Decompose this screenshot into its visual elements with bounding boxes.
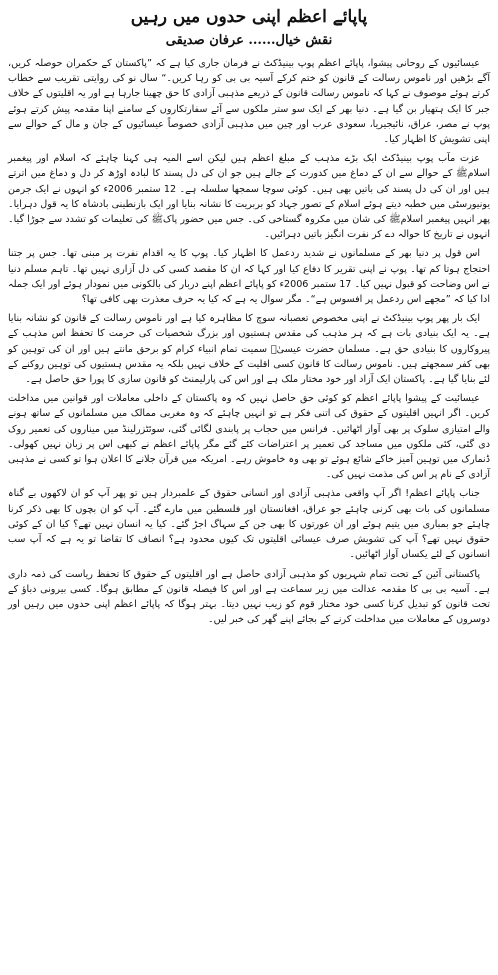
paragraph: پاکستانی آئین کے تحت تمام شہریوں کو مذہبی آزادی حاصل ہے اور اقلیتوں کے حقوق کا تحفظ ریاست کی ذمہ داری ہے۔ آسیہ بی بی کا مقدمہ عدالت میں زیر سماعت ہے اور اس کا فیصلہ قانون کے مطابق ہوگا۔ کسی بیرونی دباؤ کے تحت قانون کو تبدیل کرنا کسی خود مختار قوم کو زیب نہیں دیتا۔ بہتر ہوگا کہ پاپائے اعظم اپنی حدوں میں رہیں اور دوسروں کے معاملات میں مداخلت کرنے کے بجائے اپنے گھر کی خبر لیں۔ xyxy=(8,568,490,626)
article-title: پاپائے اعظم اپنی حدوں میں رہیں xyxy=(130,7,368,27)
paragraph: جناب پاپائے اعظم! اگر آپ واقعی مذہبی آزادی اور انسانی حقوق کے علمبردار ہیں تو پھر آپ کو ان لاکھوں بے گناہ مسلمانوں کی بات بھی کرنی چاہئے جو عراق، افغانستان اور فلسطین میں مارے گئے۔ آپ کو ان بچوں کا بھی ذکر کرنا چاہئے جو بمباری میں یتیم ہوئے اور ان عورتوں کا بھی جن کے سہاگ اجڑ گئے۔ کیا یہ انسان نہیں تھے؟ کیا ان کے کوئی حقوق نہیں تھے؟ آپ کی تشویش صرف عیسائی اقلیتوں تک کیوں محدود ہے؟ انصاف کا تقاضا تو یہ ہے کہ آپ سب انسانوں کے لئے یکساں آواز اٹھائیں۔ xyxy=(8,488,490,561)
paragraph: ایک بار پھر پوپ بینیڈکٹ نے اپنی مخصوص تعصبانہ سوچ کا مظاہرہ کیا ہے اور ناموس رسالت کے قانون کو نشانہ بنایا ہے۔ یہ ایک بنیادی بات ہے کہ ہر مذہب کی مقدس ہستیوں اور بزرگ شخصیات کی حرمت کا تحفظ اس مذہب کے پیروکاروں کا بنیادی حق ہے۔ مسلمان حضرت عیسیٰؑ سمیت تمام انبیاء کرام کو برحق مانتے ہیں اور ان کی توہین کو بھی کفر سمجھتے ہیں۔ ناموس رسالت کا قانون کسی اقلیت کے خلاف نہیں بلکہ یہ مقدس ہستیوں کی توہین روکنے کے لئے بنایا گیا ہے۔ پاکستان ایک آزاد اور خود مختار ملک ہے اور اس کی پارلیمنٹ کو قانون سازی کا پورا حق حاصل ہے۔ xyxy=(8,313,490,386)
paragraph: اس قول پر دنیا بھر کے مسلمانوں نے شدید ردعمل کا اظہار کیا۔ پوپ کا یہ اقدام نفرت پر مبنی تھا۔ جس پر جتنا احتجاج ہوتا کم تھا۔ پوپ نے اپنی تقریر کا دفاع کیا اور کہا کہ ان کا مقصد کسی کی دل آزاری نہیں تھا۔ تاہم مسلم دنیا نے اس وضاحت کو قبول نہیں کیا۔ 17 ستمبر 2006ء کو پاپائے اعظم اپنے دربار کی بالکونی میں نمودار ہوئے اور ایک جملہ ادا کیا کہ ”مجھے اس ردعمل پر افسوس ہے“۔ مگر سوال یہ ہے کہ کیا یہ حرف معذرت بھی کافی تھا؟ xyxy=(8,248,490,306)
paragraph: عیسائیت کے پیشوا پاپائے اعظم کو کوئی حق حاصل نہیں کہ وہ پاکستان کے داخلی معاملات اور قوانین میں مداخلت کریں۔ اگر انہیں اقلیتوں کے حقوق کی اتنی فکر ہے تو انہیں چاہئے کہ وہ مغربی ممالک میں مسلمانوں کے ساتھ ہونے والے امتیازی سلوک پر بھی آواز اٹھائیں۔ فرانس میں حجاب پر پابندی لگائی گئی، سوئٹزرلینڈ میں میناروں کی تعمیر روک دی گئی، کئی ملکوں میں مساجد کی تعمیر پر اعتراضات کئے گئے مگر پاپائے اعظم نے کبھی اس پر زبان نہیں کھولی۔ ڈنمارک میں توہین آمیز خاکے شائع ہوئے تو بھی وہ خاموش رہے۔ امریکہ میں قرآن جلانے کا اعلان ہوا تو کسی نے مذہبی آزادی کے نام پر اس کی مذمت نہیں کی۔ xyxy=(8,393,490,481)
paragraph: عزت مآب پوپ بینیڈکٹ ایک بڑے مذہب کے مبلغ اعظم ہیں لیکن اسے المیہ ہی کہنا چاہئے کہ اسلام اور پیغمبر اسلامﷺ کے حوالے سے ان کے دماغ میں کدورت کے جالے ہیں جو ان کی دل پسند کا لبادہ اوڑھ کر دل و دماغ میں اترتے ہیں اور ان کی دل پسند کی باتیں بھی ہیں۔ کوئی سوچا سمجھا سلسلہ ہے۔ 12 ستمبر 2006ء کو انہوں نے ایک جرمن یونیورسٹی میں خطبہ دیتے ہوئے اسلام کے تصور جہاد کو بربریت کا نشانہ بنایا اور ایک بازنطینی بادشاہ کا یہ قول دہرایا۔ پھر انہیں پیغمبر اسلامﷺ کی شان میں مکروہ گستاخی کی۔ جس میں حضور پاکﷺ کی تعلیمات کو تشدد سے جوڑا گیا۔ انہوں نے تاریخ کا حوالہ دے کر نفرت انگیز باتیں دہرائیں۔ xyxy=(8,153,490,241)
article-byline: نقش خیال...... عرفان صدیقی xyxy=(165,33,333,48)
paragraph: عیسائیوں کے روحانی پیشوا، پاپائے اعظم پوپ بینیڈکٹ نے فرمان جاری کیا ہے کہ ”پاکستان کے حکمران حوصلہ کریں، آگے بڑھیں اور ناموس رسالت کے قانون کو ختم کرکے آسیہ بی بی کو رہا کریں۔“ سال نو کی روایتی تقریب سے خطاب کرتے ہوئے موصوف نے کہا کہ ناموس رسالت قانون کے ذریعے مذہبی آزادی کا حق چھینا جارہا ہے اور یہ اقلیتوں کے خلاف جبر کا ایک ہتھیار بن گیا ہے۔ دنیا بھر کے ایک سو ستر ملکوں سے آئے سفارتکاروں کے سامنے اپنا مقدمہ پیش کرتے ہوئے پوپ نے مصر، عراق، نائیجیریا، سعودی عرب اور چین میں مذہبی آزادی خصوصاً عیسائیوں کے جان و مال کے حوالے سے اپنی تشویش کا اظہار کیا۔ xyxy=(8,58,490,146)
